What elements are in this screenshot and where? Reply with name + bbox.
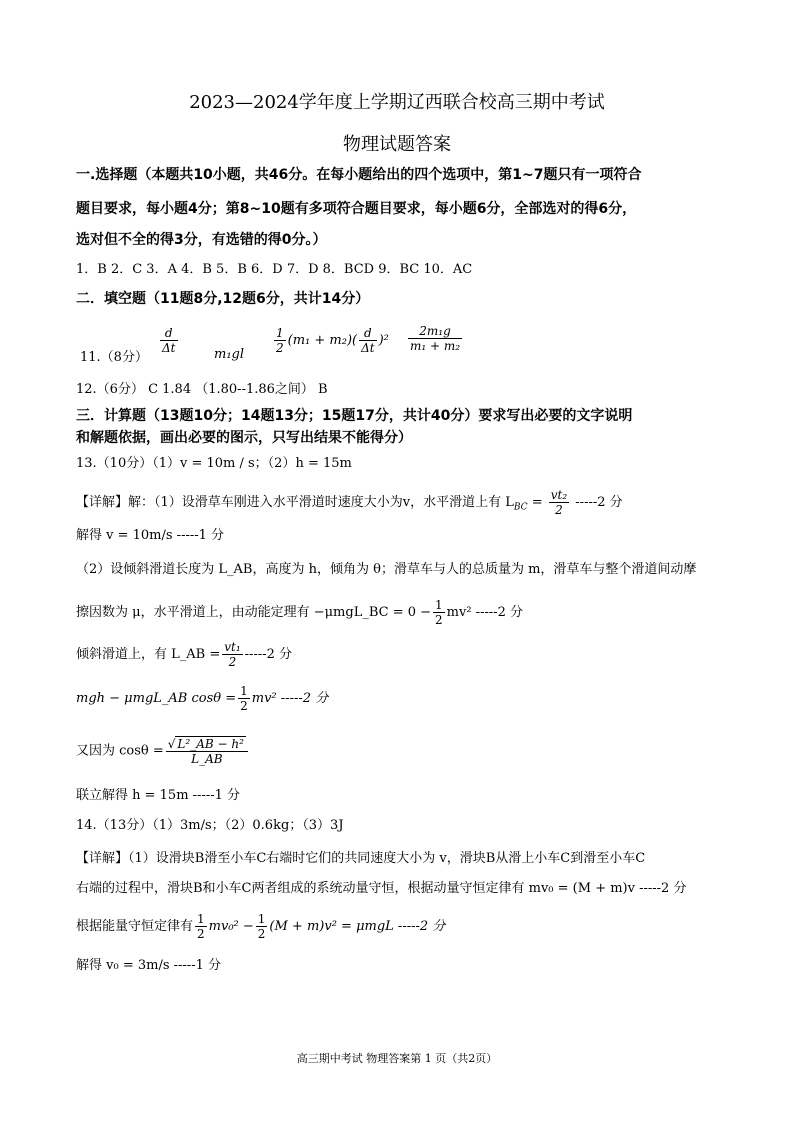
q13-l1-den: 2	[555, 503, 563, 517]
q13-l6-num: 1	[240, 684, 248, 698]
q14-l3-den2: 2	[257, 927, 266, 941]
q11-answer-4	[406, 324, 464, 353]
q13-line-1	[76, 488, 623, 517]
exam-subtitle: 物理试题答案	[343, 134, 451, 155]
q13-l4-post: mv² -----2 分	[446, 605, 524, 620]
page-footer: 高三期中考试 物理答案第 1 页（共2页）	[296, 1052, 498, 1065]
q11-a3-mid: (m₁ + m₂)(	[287, 333, 358, 348]
q13-l1-num: vt₂	[550, 488, 568, 502]
section3-heading-2: 和解题依据，画出必要的图示，只写出结果不能得分）	[76, 430, 412, 446]
q13-l6-den: 2	[240, 699, 248, 713]
q13-l5-den: 2	[228, 655, 237, 669]
q11-answer-1	[158, 326, 180, 355]
q13-l4-num: 1	[435, 598, 443, 612]
q13-l6-post: mv² -----2 分	[251, 691, 329, 706]
exam-title: 2023—2024学年度上学期辽西联合校高三期中考试	[189, 92, 605, 113]
section1-heading-1: 一.选择题（本题共10小题，共46分。在每小题给出的四个选项中，第1~7题只有一项符合	[76, 167, 642, 183]
q14-line-1: 【详解】（1）设滑块B滑至小车C右端时它们的共同速度大小为 v，滑块B从滑上小车C到滑至小车C	[76, 851, 646, 866]
q14-header: 14.（13分）（1）3m/s；（2）0.6kg；（3）3J	[76, 818, 344, 833]
q14-l3-num1: 1	[197, 912, 205, 926]
q13-line-6	[76, 684, 328, 713]
q13-line-3: （2）设倾斜滑道长度为 L_AB，高度为 h，倾角为 θ；滑草车与人的总质量为 m，滑草车与整个滑道间动摩	[76, 562, 697, 577]
section1-heading-3: 选对但不全的得3分，有选错的得0分。）	[76, 232, 327, 248]
q14-l3-den1: 2	[197, 927, 205, 941]
q13-l7-num: L²_AB − h²	[177, 737, 244, 751]
q13-l1-post: -----2 分	[571, 495, 623, 510]
q11-a4-den: m₁ + m₂	[410, 339, 461, 353]
section1-heading-2: 题目要求，每小题4分；第8~10题有多项符合题目要求，每小题6分，全部选对的得6分，	[76, 201, 637, 217]
q13-l5-post: -----2 分	[244, 647, 293, 662]
q13-l5-num: vt₁	[224, 640, 241, 654]
q11-answer-3	[272, 326, 389, 355]
section3-heading-1: 三．计算题（13题10分；14题13分；15题17分，共计40分）要求写出必要的文字说明	[76, 408, 633, 424]
q14-line-2: 右端的过程中，滑块B和小车C两者组成的系统动量守恒，根据动量守恒定律有 mv₀ = (M + m)v -----2 分	[76, 881, 687, 896]
q13-line-7: 又因为 cosθ = $\frac{\text{√ L²\_AB − h²}}{L\_AB}$	[76, 736, 250, 766]
q14-l3-pre: 根据能量守恒定律有	[76, 919, 194, 934]
q13-l1-sub: BC	[513, 502, 528, 513]
q11-a3-tail: )²	[378, 333, 389, 348]
q11-label: 11.（8分）	[80, 350, 148, 365]
q11-a1-den: Δt	[162, 341, 176, 355]
q11-a4-num: 2m₁g	[408, 324, 462, 339]
q11-a3-coef-den: 2	[276, 341, 284, 355]
q14-l3-mid: mv₀² −	[208, 919, 254, 934]
q11-a3-frac-den: Δt	[361, 341, 375, 355]
q13-l5-pre: 倾斜滑道上，有 L_AB =	[76, 647, 221, 662]
q13-l4-den: 2	[435, 613, 443, 627]
q14-l3-post: (M + m)v² = μmgL -----2 分	[269, 919, 446, 934]
q13-l4-pre: 擦因数为 μ，水平滑道上，由动能定理有 −μmgL_BC = 0 −	[76, 605, 432, 620]
q14-line-4: 解得 v₀ = 3m/s -----1 分	[76, 958, 221, 973]
q11-a3-frac-num: d	[359, 326, 377, 341]
q13-l1-eq: =	[527, 495, 547, 510]
q13-line-8: 联立解得 h = 15m -----1 分	[76, 788, 241, 803]
q13-line-2: 解得 v = 10m/s -----1 分	[76, 528, 225, 543]
q13-l6-pre: mgh − μmgL_AB cosθ =	[76, 691, 237, 706]
section2-heading: 二．填空题（11题8分,12题6分，共计14分）	[76, 291, 370, 307]
q11-a1-num: d	[160, 326, 178, 341]
choice-answers: 1．B 2．C 3．A 4．B 5．B 6．D 7．D 8．BCD 9．BC 10．AC	[76, 262, 473, 277]
q13-line-5	[76, 640, 292, 669]
q12-answer: 12.（6分） C 1.84 （1.80--1.86之间） B	[76, 382, 328, 397]
q13-header: 13.（10分）（1）v = 10m / s；（2）h = 15m	[76, 456, 352, 471]
q11-a3-coef-num: 1	[276, 326, 284, 340]
q11-answer-2: m₁gl	[214, 347, 245, 362]
q13-line-4	[76, 598, 523, 627]
q13-l7-pre: 又因为 cosθ =	[76, 743, 164, 759]
q14-l3-num2: 1	[257, 912, 266, 926]
q13-l7-den: L_AB	[191, 752, 223, 766]
q14-line-3	[76, 912, 445, 941]
q13-l1-pre: 【详解】解：（1）设滑草车刚进入水平滑道时速度大小为v，水平滑道上有 L	[76, 495, 514, 510]
